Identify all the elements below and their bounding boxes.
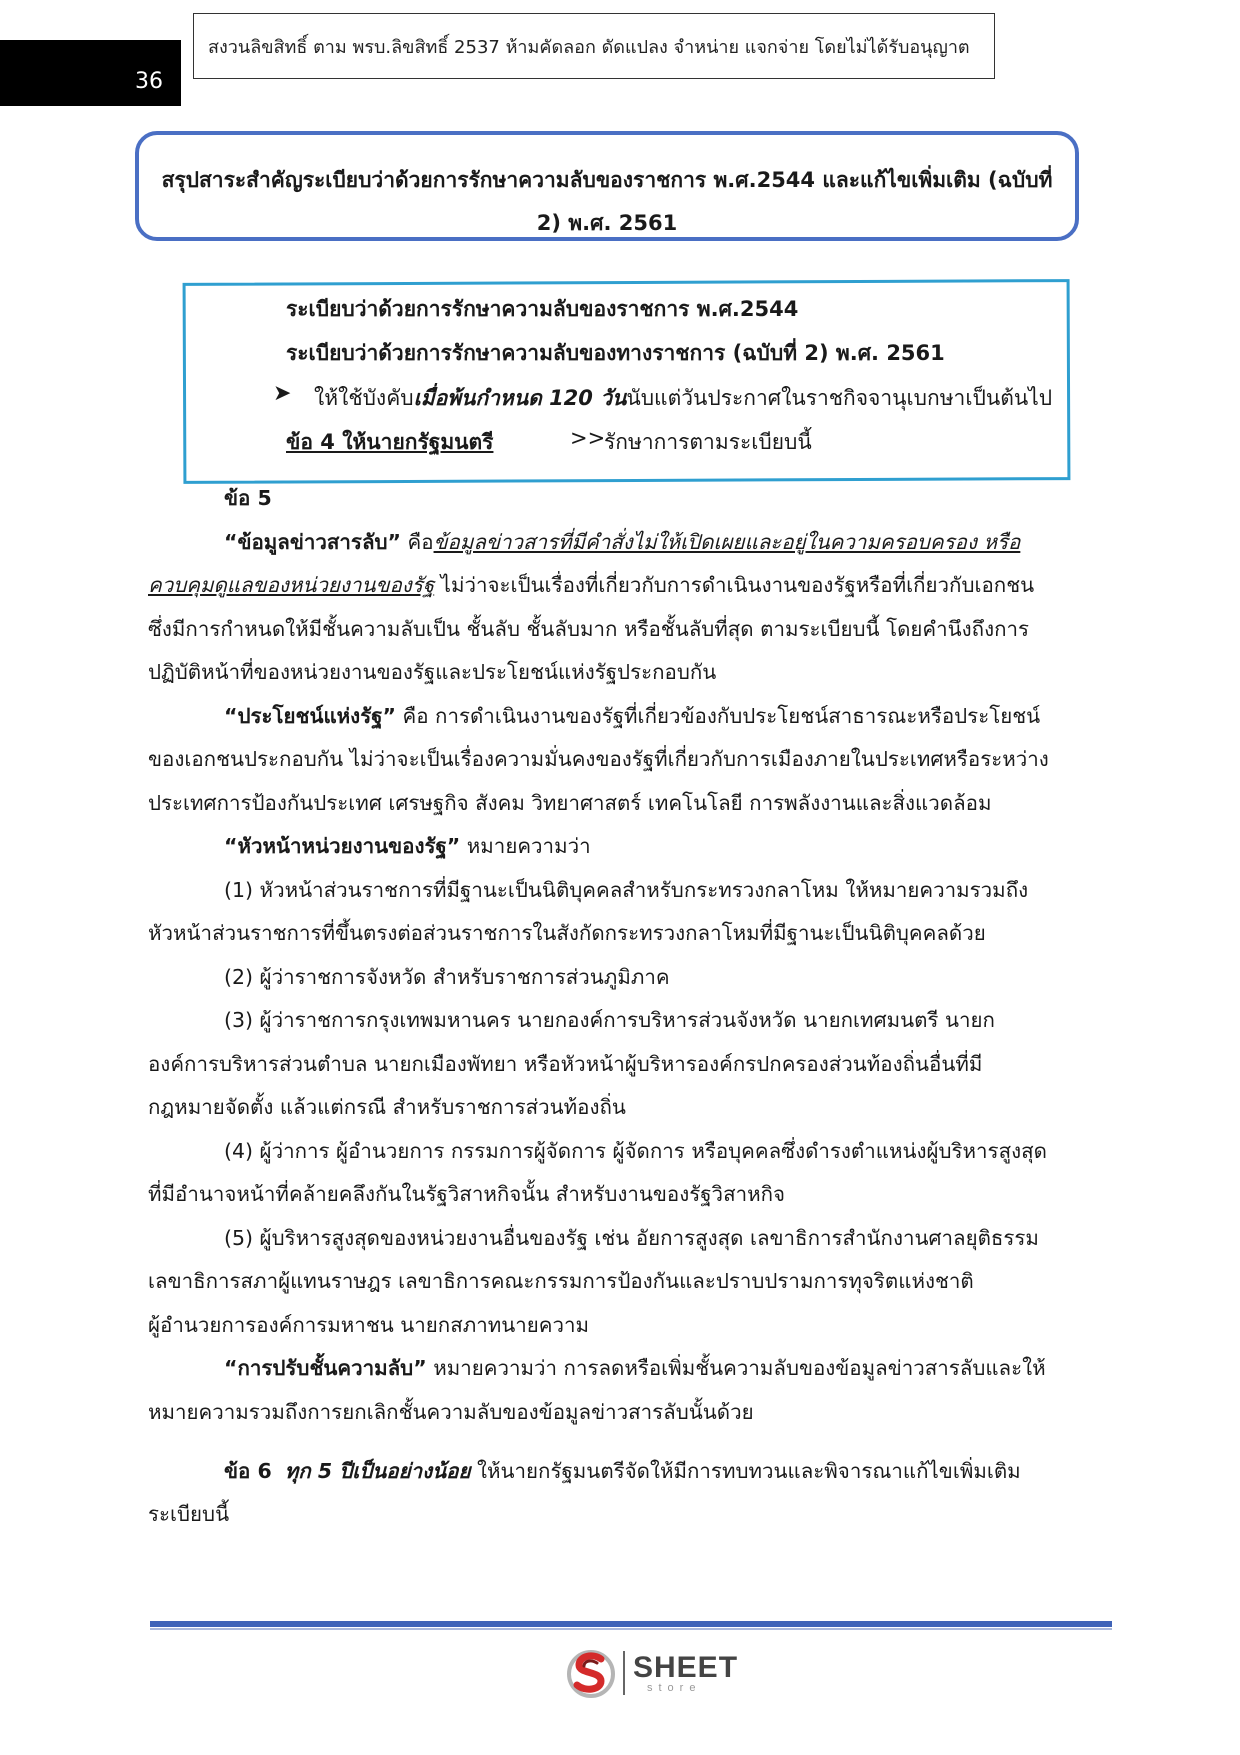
term-secret-info: “ข้อมูลข่าวสารลับ” xyxy=(224,530,401,554)
copyright-notice xyxy=(193,13,995,79)
def-reclassify-text-1: หมายความว่า การลดหรือเพิ่มชั้นความลับของข้อมูลข่าวสารลับและให้ xyxy=(426,1356,1046,1380)
def-secret-info-line-2 xyxy=(148,570,1034,600)
def-secret-info-emphasis-1: ข้อมูลข่าวสารที่มีคำสั่งไม่ให้เปิดเผยและอยู่ในความครอบครอง หรือ xyxy=(433,530,1021,554)
regulation-line-2: ระเบียบว่าด้วยการรักษาความลับของทางราชการ (ฉบับที่ 2) พ.ศ. 2561 xyxy=(286,341,945,365)
title-line-2: 2) พ.ศ. 2561 xyxy=(536,211,678,235)
def-secret-info-line-4: ปฏิบัติหน้าที่ของหน่วยงานของรัฐและประโยชน์แห่งรัฐประกอบกัน xyxy=(148,660,717,684)
enforcement-line xyxy=(314,382,1052,415)
def-secret-info-rest-2: ไม่ว่าจะเป็นเรื่องที่เกี่ยวกับการดำเนินงานของรัฐหรือที่เกี่ยวกับเอกชน xyxy=(434,573,1035,597)
def-reclassify-line-2: หมายความรวมถึงการยกเลิกชั้นความลับของข้อมูลข่าวสารลับนั้นด้วย xyxy=(148,1400,754,1424)
summary-title-box xyxy=(135,131,1079,241)
def-reclassify-line-1 xyxy=(224,1353,1046,1383)
section6-emphasis: ทุก 5 ปีเป็นอย่างน้อย xyxy=(284,1459,471,1483)
arrow-bullet-icon: ➤ xyxy=(273,381,292,406)
agency-item-4-line-1: (4) ผู้ว่าการ ผู้อำนวยการ กรรมการผู้จัดการ ผู้จัดการ หรือบุคคลซึ่งดำรงตำแหน่งผู้บริหารสูงสุด xyxy=(224,1139,1047,1163)
sheet-store-logo-icon xyxy=(565,1647,617,1699)
section6-line-2: ระเบียบนี้ xyxy=(148,1502,230,1526)
agency-item-1-line-2: หัวหน้าส่วนราชการที่ขึ้นตรงต่อส่วนราชการในสังกัดกระทรวงกลาโหมที่มีฐานะเป็นนิติบุคคลด้วย xyxy=(148,921,986,945)
term-agency-head: “หัวหน้าหน่วยงานของรัฐ” xyxy=(224,834,461,858)
agency-item-3-line-3: กฎหมายจัดตั้ง แล้วแต่กรณี สำหรับราชการส่วนท้องถิ่น xyxy=(148,1095,626,1119)
def-state-benefit-line-3: ประเทศการป้องกันประเทศ เศรษฐกิจ สังคม วิทยาศาสตร์ เทคโนโลยี การพลังงานและสิ่งแวดล้อม xyxy=(148,791,992,815)
term-state-benefit: “ประโยชน์แห่งรัฐ” xyxy=(224,704,396,728)
section6-label: ข้อ 6 xyxy=(224,1459,272,1483)
term-reclassify: “การปรับชั้นความลับ” xyxy=(224,1356,427,1380)
section6-line-1 xyxy=(224,1456,1021,1486)
title-line-1: สรุปสาระสำคัญระเบียบว่าด้วยการรักษาความลับของราชการ พ.ศ.2544 และแก้ไขเพิ่มเติม (ฉบับที่ xyxy=(161,168,1053,192)
agency-item-5-line-2: เลขาธิการสภาผู้แทนราษฎร เลขาธิการคณะกรรมการป้องกันและปราบปรามการทุจริตแห่งชาติ xyxy=(148,1269,974,1293)
def-agency-head-rest: หมายความว่า xyxy=(460,834,591,858)
agency-item-3-line-2: องค์การบริหารส่วนตำบล นายกเมืองพัทยา หรือหัวหน้าผู้บริหารองค์กรปกครองส่วนท้องถิ่นอื่นที่มี xyxy=(148,1052,983,1076)
page-number-text: 36 xyxy=(135,69,163,94)
section6-text: ให้นายกรัฐมนตรีจัดให้มีการทบทวนและพิจารณาแก้ไขเพิ่มเติม xyxy=(470,1459,1021,1483)
def-state-benefit-line-2: ของเอกชนประกอบกัน ไม่ว่าจะเป็นเรื่องความมั่นคงของรัฐที่เกี่ยวกับการเมืองภายในประเทศหรือระหว่าง xyxy=(148,747,1049,771)
enforcement-emphasis: เมื่อพ้นกำหนด 120 วัน xyxy=(413,386,627,410)
agency-item-3-line-1: (3) ผู้ว่าราชการกรุงเทพมหานคร นายกองค์การบริหารส่วนจังหวัด นายกเทศมนตรี นายก xyxy=(224,1008,995,1032)
footer-rule-shadow xyxy=(150,1628,1112,1630)
def-secret-info-emphasis-2: ควบคุมดูแลของหน่วยงานของรัฐ xyxy=(148,573,435,597)
logo-text xyxy=(633,1650,739,1694)
item4-arrow: >> xyxy=(570,426,606,450)
agency-item-2-line-1: (2) ผู้ว่าราชการจังหวัด สำหรับราชการส่วนภูมิภาค xyxy=(224,965,670,989)
page-number xyxy=(0,40,181,106)
item4-text: รักษาการตามระเบียบนี้ xyxy=(604,430,812,454)
enforcement-prefix: ให้ใช้บังคับ xyxy=(314,386,414,410)
section5-heading: ข้อ 5 xyxy=(224,486,272,510)
def-secret-info-line-1 xyxy=(224,527,1020,557)
logo-sub: store xyxy=(647,1681,702,1694)
agency-item-5-line-1: (5) ผู้บริหารสูงสุดของหน่วยงานอื่นของรัฐ เช่น อัยการสูงสุด เลขาธิการสำนักงานศาลยุติธรรม xyxy=(224,1226,1039,1250)
enforcement-suffix: นับแต่วันประกาศในราชกิจจานุเบกษาเป็นต้นไป xyxy=(626,386,1053,410)
sheet-store-logo xyxy=(565,1645,745,1701)
agency-item-4-line-2: ที่มีอำนาจหน้าที่คล้ายคลึงกันในรัฐวิสาหกิจนั้น สำหรับงานของรัฐวิสาหกิจ xyxy=(148,1182,786,1206)
logo-word: SHEET xyxy=(633,1650,739,1684)
footer-rule xyxy=(150,1621,1112,1627)
logo-divider xyxy=(623,1651,625,1695)
def-kue: คือ xyxy=(401,530,434,554)
def-state-benefit-line-1 xyxy=(224,701,1040,731)
copyright-text: สงวนลิขสิทธิ์ ตาม พรบ.ลิขสิทธิ์ 2537 ห้ามคัดลอก ดัดแปลง จำหน่าย แจกจ่าย โดยไม่ได้รับอนุญาต xyxy=(208,36,970,58)
regulation-line-1: ระเบียบว่าด้วยการรักษาความลับของราชการ พ.ศ.2544 xyxy=(286,297,799,321)
def-secret-info-line-3: ซึ่งมีการกำหนดให้มีชั้นความลับเป็น ชั้นลับ ชั้นลับมาก หรือชั้นลับที่สุด ตามระเบียบนี้ โดยคำนึงถึงการ xyxy=(148,617,1030,641)
agency-item-5-line-3: ผู้อำนวยการองค์การมหาชน นายกสภาทนายความ xyxy=(148,1313,590,1337)
def-agency-head xyxy=(224,831,591,861)
def-state-benefit-text-1: คือ การดำเนินงานของรัฐที่เกี่ยวข้องกับประโยชน์สาธารณะหรือประโยชน์ xyxy=(396,704,1041,728)
agency-item-1-line-1: (1) หัวหน้าส่วนราชการที่มีฐานะเป็นนิติบุคคลสำหรับกระทรวงกลาโหม ให้หมายความรวมถึง xyxy=(224,878,1029,902)
item4-label: ข้อ 4 ให้นายกรัฐมนตรี xyxy=(286,430,494,454)
